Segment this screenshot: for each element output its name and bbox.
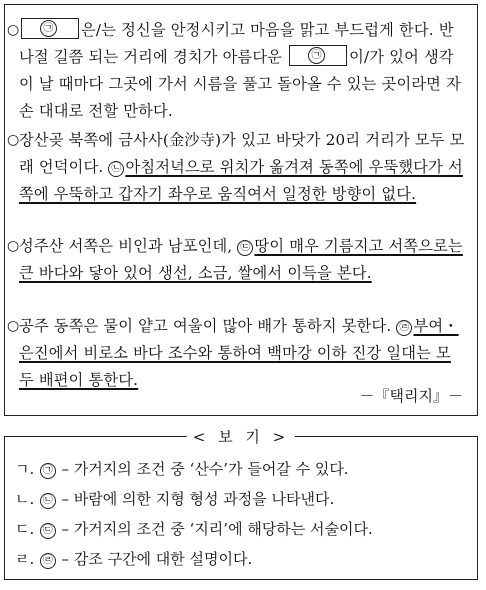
bullet-4: ○ [7, 318, 20, 334]
bullet-3: ○ [7, 238, 20, 254]
bogi-title: < 보 기 > [187, 426, 295, 447]
bogi-item-1-text: – 가거지의 조건 중 ‘산수’가 들어갈 수 있다. [56, 460, 349, 478]
marker-b: ㉡ [108, 161, 124, 177]
bogi-item-4-label: ㄹ. [15, 550, 35, 568]
bogi-box [4, 428, 478, 580]
bogi-item-2-text: – 바람에 의한 지형 형성 과정을 나타낸다. [56, 490, 335, 508]
blank-box-1 [21, 18, 79, 39]
bogi-item-2 [15, 489, 334, 509]
bogi-item-4 [15, 549, 252, 569]
bogi-item-3 [15, 519, 373, 539]
blank-box-2 [289, 45, 347, 66]
paragraph-1-text-a: 은/는 정신을 안정시키고 마음을 맑고 부드럽게 한다. 반나절 길쯤 되는 거리에 경치가 아름다운 [19, 21, 454, 66]
source-citation: －『택리지』－ [359, 387, 463, 405]
bogi-item-2-marker: ㉡ [40, 493, 56, 509]
bogi-item-3-label: ㄷ. [15, 520, 35, 538]
bogi-item-1-label: ㄱ. [15, 460, 35, 478]
bogi-item-4-marker: ㉣ [40, 553, 56, 569]
marker-c: ㉢ [237, 240, 253, 256]
paragraph-2 [7, 127, 465, 208]
underlined-d: 부여・은진에서 비로소 바다 조수와 통하여 백마강 이하 진강 일대는 모두 배편이 통한다. [19, 317, 459, 389]
paragraph-1-text-b: 이/가 있어 생각이 날 때마다 그곳에 가서 시름을 풀고 돌아올 수 있는 곳이라면 자손 대대로 전할 만하다. [19, 48, 461, 120]
bogi-item-3-marker: ㉢ [40, 523, 56, 539]
bullet-2: ○ [7, 132, 20, 148]
bogi-item-1 [15, 459, 349, 479]
bogi-item-3-text: – 가거지의 조건 중 ‘지리’에 해당하는 서술이다. [56, 520, 373, 538]
bogi-item-1-marker: ㉠ [40, 463, 56, 479]
paragraph-1 [7, 17, 465, 125]
marker-d: ㉣ [396, 320, 412, 336]
paragraph-4-text: 공주 동쪽은 물이 얕고 여울이 많아 배가 통하지 못한다. [19, 317, 397, 335]
paragraph-3 [7, 233, 465, 287]
blank-label-1: ㉠ [40, 20, 57, 37]
underlined-b: 아침저녁으로 위치가 옮겨져 동쪽에 우뚝했다가 서쪽에 우뚝하고 갑자기 좌우로 움직여서 일정한 방향이 없다. [19, 158, 463, 203]
bullet-1: ○ [7, 22, 20, 38]
blank-label-2: ㉠ [308, 47, 325, 64]
underlined-c: 땅이 매우 기름지고 서쪽으로는 큰 바다와 닿아 있어 생선, 소금, 쌀에서 이득을 본다. [19, 237, 463, 282]
paragraph-4 [7, 313, 465, 394]
passage-box [4, 4, 478, 416]
paragraph-3-text: 성주산 서쪽은 비인과 남포인데, [19, 237, 238, 255]
paragraph-2-text: 장산곶 북쪽에 금사사(金沙寺)가 있고 바닷가 20리 거리가 모두 모래 언덕이다. [19, 131, 465, 176]
bogi-item-4-text: – 감조 구간에 대한 설명이다. [56, 550, 253, 568]
bogi-item-2-label: ㄴ. [15, 490, 35, 508]
